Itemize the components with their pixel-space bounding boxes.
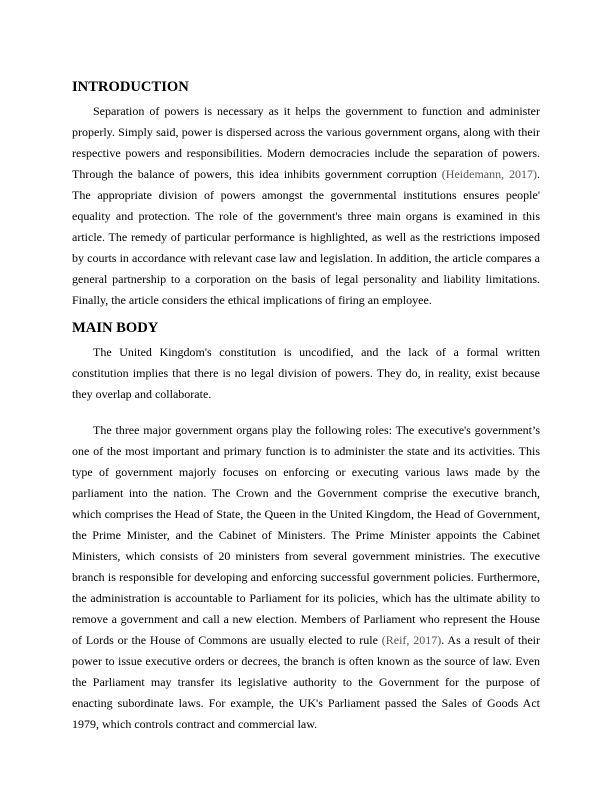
document-page [72, 78, 540, 735]
paragraph-text: . As a result of their power to issue executive orders or decrees, the branch is often known as the source of law. Even the Parliament may transfer its legislative authority to the Government for the purpose of enacting subordinate laws. For example, the UK's Parliament passed the Sales of Goods Act 1979, which controls contract and commercial law. [72, 633, 540, 731]
section-heading-main-body: MAIN BODY [72, 320, 159, 336]
main-body-paragraph-2 [72, 420, 540, 735]
citation-reif: (Reif, 2017) [381, 633, 442, 647]
citation-heidemann: (Heidemann, 2017) [441, 167, 537, 181]
paragraph-text: . The appropriate division of powers amongst the governmental institutions ensures people' equality and protection. The role of the government's three main organs is examined in this article. The remedy of particular performance is highlighted, as well as the restrictions imposed by courts in accordance with relevant case law and legislation. In addition, the article compares a general partnership to a corporation on the basis of legal personality and liability limitations. Finally, the article considers the ethical implications of firing an employee. [72, 167, 540, 307]
introduction-paragraph [72, 101, 540, 311]
paragraph-text: Separation of powers is necessary as it helps the government to function and administer properly. Simply said, power is dispersed across the various government organs, along with their respective powers and responsibilities. Modern democracies include the separation of powers. Through the balance of powers, this idea inhibits government corruption [72, 104, 540, 181]
main-body-paragraph-1: The United Kingdom's constitution is uncodified, and the lack of a formal written constitution implies that there is no legal division of powers. They do, in reality, exist because they overlap and collaborate. [72, 345, 540, 401]
section-heading-introduction: INTRODUCTION [72, 79, 189, 95]
paragraph-text: The three major government organs play the following roles: The executive's government’s one of the most important and primary function is to administer the state and its activities. This type of government majorly focuses on enforcing or executing various laws made by the parliament into the nation. The Crown and the Government comprise the executive branch, which comprises the Head of State, the Queen in the United Kingdom, the Head of Government, the Prime Minister, and the Cabinet of Ministers. The Prime Minister appoints the Cabinet Ministers, which consists of 20 ministers from several government ministries. The executive branch is responsible for developing and enforcing successful government policies. Furthermore, the administration is accountable to Parliament for its policies, which has the ultimate ability to remove a government and call a new election. Members of Parliament who represent the House of Lords or the House of Commons are usually elected to rule [72, 423, 540, 647]
